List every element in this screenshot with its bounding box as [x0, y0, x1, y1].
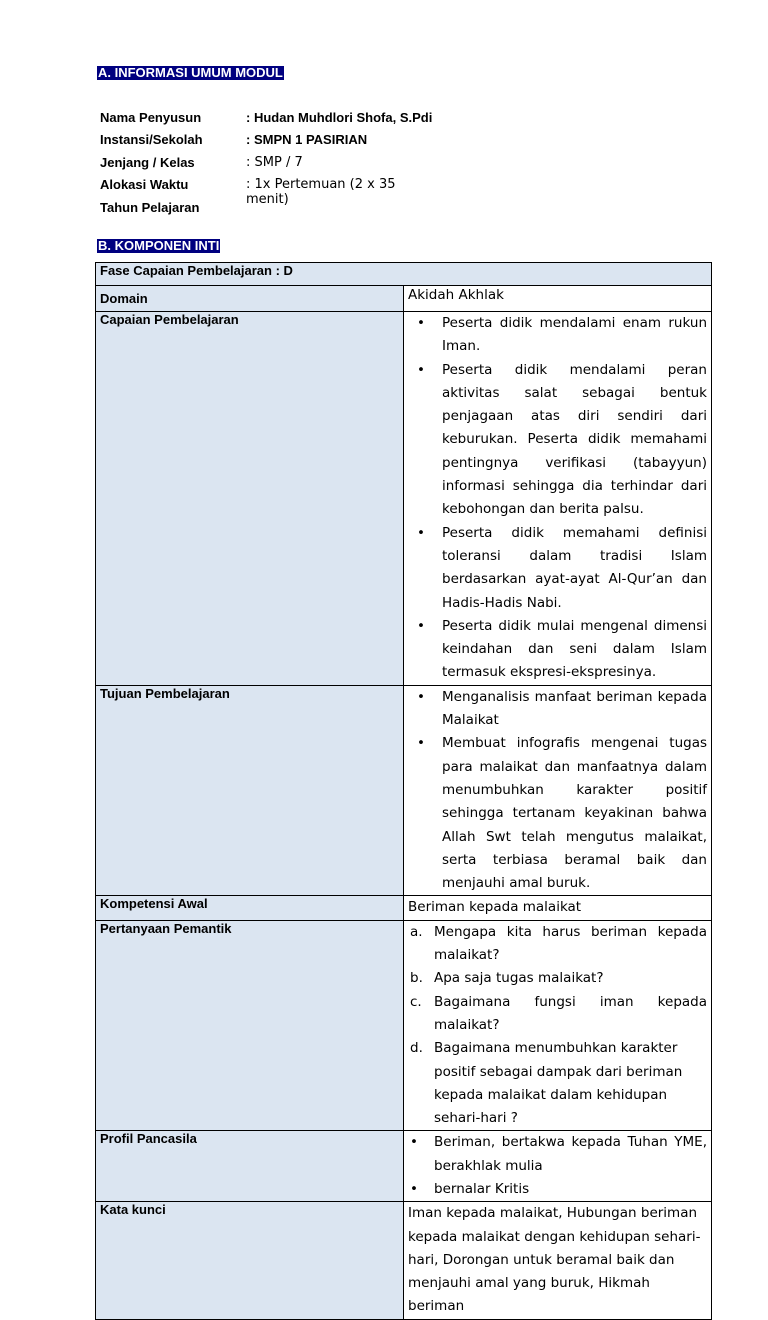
list-item: • bernalar Kritis	[410, 1180, 530, 1197]
info-label: Nama Penyusun	[100, 110, 202, 125]
tujuan-label: Tujuan Pembelajaran	[96, 685, 404, 896]
capaian-value	[404, 312, 712, 686]
list-item: • Menganalisis manfaat beriman kepada Malaikat	[417, 688, 707, 729]
list-item: a. Mengapa kita harus beriman kepada malaikat?	[410, 923, 707, 964]
section-a-heading: A. INFORMASI UMUM MODUL	[98, 65, 283, 80]
capaian-label: Capaian Pembelajaran	[96, 312, 404, 686]
table-row	[96, 263, 712, 286]
info-value: : SMP / 7	[246, 155, 303, 170]
table-row	[96, 896, 712, 920]
list-item: • Peserta didik mulai mengenal dimensi keindahan dan seni dalam Islam termasuk ekspresi-ekspresinya.	[417, 617, 707, 681]
list-item: • Beriman, bertakwa kepada Tuhan YME, berakhlak mulia	[410, 1134, 707, 1174]
list-item: b. Apa saja tugas malaikat?	[410, 970, 604, 987]
list-item: • Peserta didik mendalami peran aktivitas salat sebagai bentuk penjagaan atas diri sendiri dari keburukan. Peserta didik memahami pentingnya verifikasi (tabayyun) informasi sehingga dia terhindar dari kebohongan dan berita palsu.	[417, 361, 707, 518]
kompetensi-value: Beriman kepada malaikat	[404, 896, 712, 920]
list-item: • Peserta didik mendalami enam rukun Iman.	[417, 315, 707, 355]
list-item: c. Bagaimana fungsi iman kepada malaikat?	[410, 993, 707, 1033]
pertanyaan-label: Pertanyaan Pemantik	[96, 920, 404, 1131]
info-value: : SMPN 1 PASIRIAN	[246, 132, 368, 147]
domain-label: Domain	[96, 286, 404, 312]
info-label: Tahun Pelajaran	[100, 200, 200, 215]
list-item: • Membuat infografis mengenai tugas para malaikat dan manfaatnya dalam menumbuhkan karakter positif sehingga tertanam keyakinan bahwa Allah Swt telah mengutus malaikat, serta terbiasa beramal baik dan menjauhi amal buruk.	[417, 735, 707, 892]
info-label: Jenjang / Kelas	[100, 155, 195, 170]
info-row-jenjang	[100, 155, 520, 175]
tujuan-value	[404, 685, 712, 896]
core-component-table	[95, 262, 712, 1320]
pertanyaan-value	[404, 920, 712, 1131]
section-b-heading: B. KOMPONEN INTI	[98, 238, 220, 253]
info-label: Instansi/Sekolah	[100, 132, 203, 147]
table-row	[96, 1202, 712, 1319]
info-row-instansi	[100, 132, 520, 152]
list-item: • Peserta didik memahami definisi toleransi dalam tradisi Islam berdasarkan ayat-ayat Al-Qur’an dan Hadis-Hadis Nabi.	[417, 524, 707, 611]
info-value: : Hudan Muhdlori Shofa, S.Pdi	[246, 110, 433, 125]
info-row-alokasi	[100, 177, 520, 207]
table-row	[96, 286, 712, 312]
info-value: : 1x Pertemuan (2 x 35 menit)	[246, 177, 396, 207]
table-row	[96, 685, 712, 896]
info-label: Alokasi Waktu	[100, 177, 189, 192]
profil-value	[404, 1131, 712, 1202]
profil-label: Profil Pancasila	[96, 1131, 404, 1202]
table-row	[96, 312, 712, 686]
info-row-tahun	[100, 200, 520, 220]
info-row-penyusun	[100, 110, 520, 130]
table-row	[96, 1131, 712, 1202]
fase-cell: Fase Capaian Pembelajaran : D	[96, 263, 712, 286]
domain-value: Akidah Akhlak	[404, 286, 712, 312]
kata-kunci-value: Iman kepada malaikat, Hubungan beriman kepada malaikat dengan kehidupan sehari-hari, Dorongan untuk beramal baik dan menjauhi amal yang buruk, Hikmah beriman	[404, 1202, 712, 1319]
kata-kunci-label: Kata kunci	[96, 1202, 404, 1319]
table-row	[96, 920, 712, 1131]
kompetensi-label: Kompetensi Awal	[96, 896, 404, 920]
list-item: d. Bagaimana menumbuhkan karakter positif sebagai dampak dari beriman kepada malaikat dalam kehidupan sehari-hari ?	[410, 1040, 683, 1127]
